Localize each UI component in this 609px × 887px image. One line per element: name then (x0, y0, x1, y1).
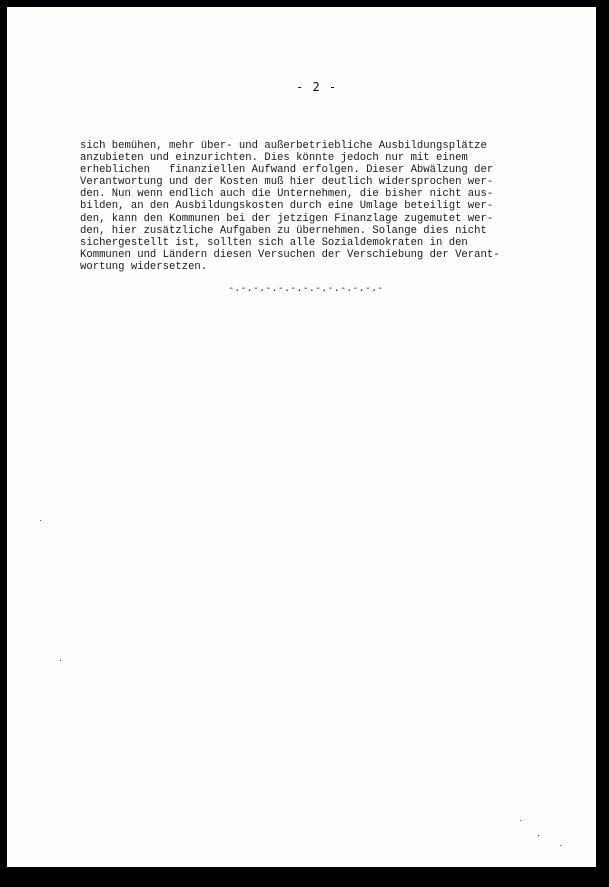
paragraph-line: Kommunen und Ländern diesen Versuchen der Verschiebung der Verant- (80, 248, 500, 261)
paragraph-line: den. Nun wenn endlich auch die Unternehmen, die bisher nicht aus- (80, 188, 494, 201)
scan-speck (60, 660, 61, 661)
paragraph-line: bilden, an den Ausbildungskosten durch eine Umlage beteiligt wer- (80, 200, 494, 213)
body-paragraph (80, 140, 550, 273)
section-divider: -.-.-.-.-.-.-.-.-.-.-.-.- (228, 283, 384, 294)
scan-speck (520, 820, 521, 821)
paragraph-line: sich bemühen, mehr über- und außerbetriebliche Ausbildungsplätze (80, 140, 487, 152)
paragraph-line: wortung widersetzen. (80, 260, 208, 273)
paragraph-line: Verantwortung und der Kosten muß hier deutlich widersprochen wer- (80, 176, 494, 189)
scan-speck (40, 520, 41, 521)
paragraph-line: anzubieten und einzurichten. Dies könnte jedoch nur mit einem (80, 152, 468, 165)
scan-speck (560, 845, 561, 846)
paragraph-line: den, hier zusätzliche Aufgaben zu übernehmen. Solange dies nicht (80, 224, 487, 237)
document-page (7, 7, 596, 867)
paragraph-line: sichergestellt ist, sollten sich alle Sozialdemokraten in den (80, 236, 468, 249)
paragraph-line: erheblichen finanziellen Aufwand erfolgen. Dieser Abwälzung der (80, 164, 494, 177)
paragraph-line: den, kann den Kommunen bei der jetzigen Finanzlage zugemutet wer- (80, 212, 494, 225)
scan-speck (538, 835, 539, 836)
page-number: - 2 - (296, 80, 338, 94)
